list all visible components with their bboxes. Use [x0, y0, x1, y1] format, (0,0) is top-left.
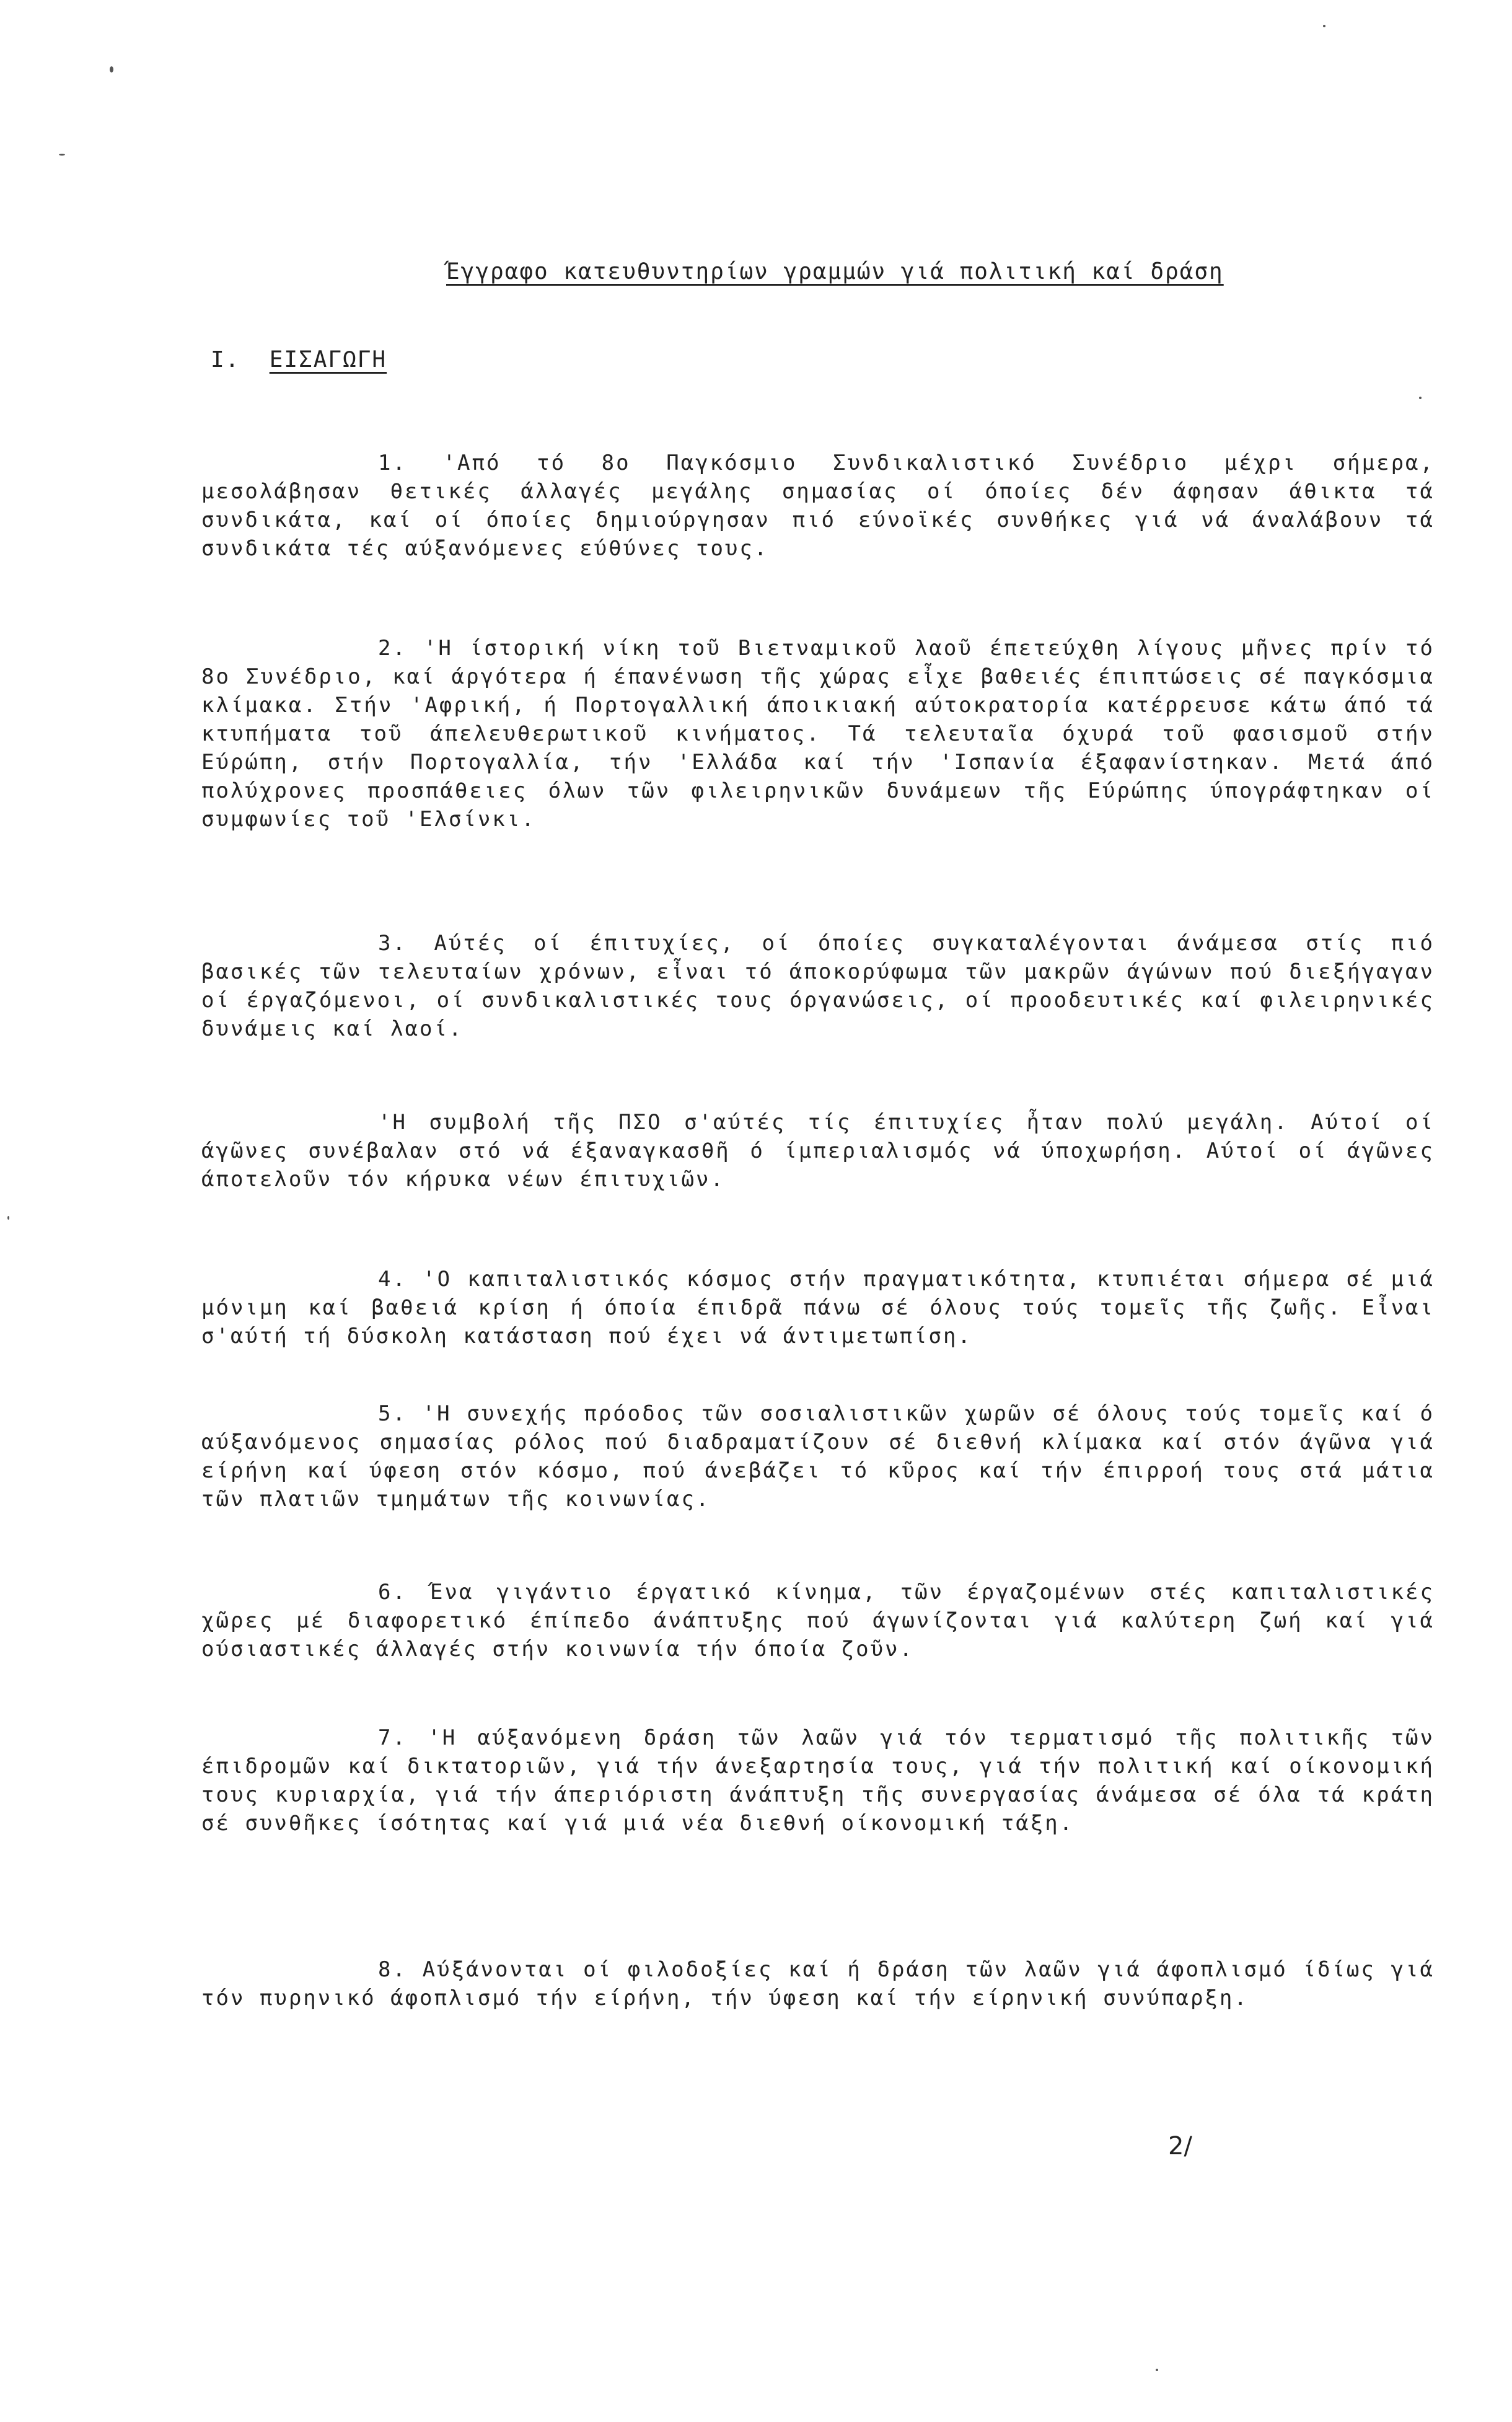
page-number: 2/ [1168, 2132, 1192, 2160]
section-number: I. [211, 347, 240, 372]
scan-speck [1323, 25, 1325, 27]
paragraph-6: 6. Ένα γιγάντιο έργατικό κίνημα, τῶν έργαζομένων στές καπιταλιστικές χῶρες μέ διαφορετικό έπίπεδο άνάπτυξης πού άγωνίζονται γιά καλύτερη ζωή καί γιά ούσιαστικές άλλαγές στήν κοινωνία τήν όποία ζοῦν. [201, 1580, 1435, 1662]
section-title: ΕΙΣΑΓΩΓΗ [269, 347, 387, 372]
paragraph-2: 2. 'Η ίστορική νίκη τοῦ Βιετναμικοῦ λαοῦ έπετεύχθη λίγους μῆνες πρίν τό 8ο Συνέδριο, καί άργότερα ή έπανένωση τῆς χώρας εἶχε βαθειές έπιπτώσεις σέ παγκόσμια κλίμακα. Στήν 'Αφρική, ή Πορτογαλλική άποικιακή αύτοκρατορία κατέρρευσε κάτω άπό τά κτυπήματα τοῦ άπελευθερωτικοῦ κινήματος. Τά τελευταῖα όχυρά τοῦ φασισμοῦ στήν Εύρώπη, στήν Πορτογαλλία, τήν 'Ελλάδα καί τήν 'Ισπανία έξαφανίστηκαν. Μετά άπό πολύχρονες προσπάθειες όλων τῶν φιλειρηνικῶν δυνάμεων τῆς Εύρώπης ύπογράφτηκαν οί συμφωνίες τοῦ 'Ελσίνκι. [201, 636, 1435, 832]
scan-speck [59, 154, 65, 156]
paragraph-5: 5. 'Η συνεχής πρόοδος τῶν σοσιαλιστικῶν χωρῶν σέ όλους τούς τομεῖς καί ό αύξανόμενος σημασίας ρόλος πού διαδραματίζουν σέ διεθνή κλίμακα καί στόν άγῶνα γιά είρήνη καί ύφεση στόν κόσμο, πού άνεβάζει τό κῦρος καί τήν έπιρροή τους στά μάτια τῶν πλατιῶν τμημάτων τῆς κοινωνίας. [201, 1401, 1435, 1512]
scan-speck [1419, 397, 1422, 399]
paragraph-4: 4. 'Ο καπιταλιστικός κόσμος στήν πραγματικότητα, κτυπιέται σήμερα σέ μιά μόνιμη καί βαθειά κρίση ή όποία έπιδρᾶ πάνω σέ όλους τούς τομεῖς τῆς ζωῆς. Εἶναι σ'αύτή τή δύσκολη κατάσταση πού έχει νά άντιμετωπίση. [201, 1267, 1435, 1349]
paragraph-7: 7. 'Η αύξανόμενη δράση τῶν λαῶν γιά τόν τερματισμό τῆς πολιτικῆς τῶν έπιδρομῶν καί δικτατοριῶν, γιά τήν άνεξαρτησία τους, γιά τήν πολιτική καί οίκονομική τους κυριαρχία, γιά τήν άπεριόριστη άνάπτυξη τῆς συνεργασίας άνάμεσα σέ όλα τά κράτη σέ συνθῆκες ίσότητας καί γιά μιά νέα διεθνή οίκονομική τάξη. [201, 1725, 1435, 1836]
scan-speck [1156, 2369, 1158, 2371]
scan-speck [110, 66, 113, 73]
paragraph-3-continued: 'Η συμβολή τῆς ΠΣΟ σ'αύτές τίς έπιτυχίες ἦταν πολύ μεγάλη. Αύτοί οί άγῶνες συνέβαλαν στό νά έξαναγκασθῆ ό ίμπεριαλισμός νά ύποχωρήση. Αύτοί οί άγῶνες άποτελοῦν τόν κήρυκα νέων έπιτυχιῶν. [201, 1110, 1435, 1192]
document-title: Έγγραφο κατευθυντηρίων γραμμών γιά πολιτική καί δράση [446, 259, 1224, 284]
section-heading [211, 347, 387, 372]
paragraph-3: 3. Αύτές οί έπιτυχίες, οί όποίες συγκαταλέγονται άνάμεσα στίς πιό βασικές τῶν τελευταίων χρόνων, εἶναι τό άποκορύφωμα τῶν μακρῶν άγώνων πού διεξήγαγαν οί έργαζόμενοι, οί συνδικαλιστικές τους όργανώσεις, οί προοδευτικές καί φιλειρηνικές δυνάμεις καί λαοί. [201, 931, 1435, 1041]
paragraph-8: 8. Αύξάνονται οί φιλοδοξίες καί ή δράση τῶν λαῶν γιά άφοπλισμό ίδίως γιά τόν πυρηνικό άφοπλισμό τήν είρήνη, τήν ύφεση καί τήν είρηνική συνύπαρξη. [201, 1957, 1435, 2010]
scan-speck [7, 1216, 9, 1220]
paragraph-1: 1. 'Από τό 8ο Παγκόσμιο Συνδικαλιστικό Συνέδριο μέχρι σήμερα, μεσολάβησαν θετικές άλλαγές μεγάλης σημασίας οί όποίες δέν άφησαν άθικτα τά συνδικάτα, καί οί όποίες δημιούργησαν πιό εύνοϊκές συνθήκες γιά νά άναλάβουν τά συνδικάτα τές αύξανόμενες εύθύνες τους. [201, 451, 1435, 561]
